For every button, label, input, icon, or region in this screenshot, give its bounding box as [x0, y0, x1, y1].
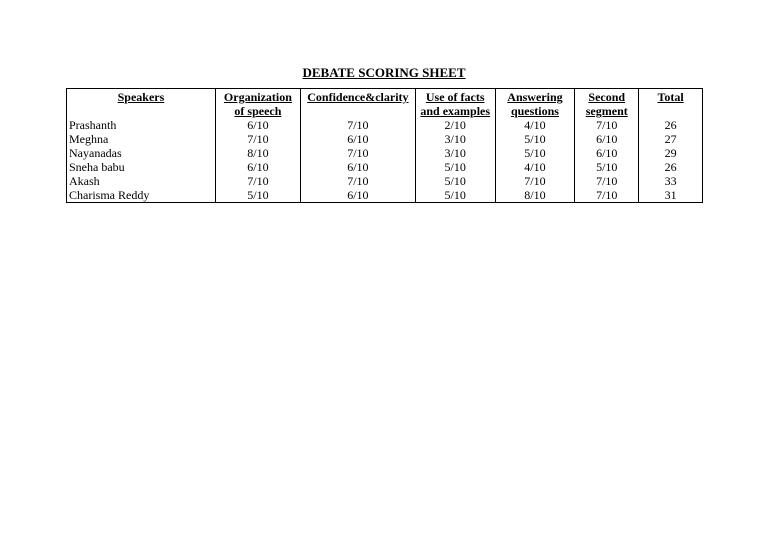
cell-total: 33 — [639, 174, 703, 188]
header-confidence: Confidence&clarity — [300, 89, 415, 119]
cell-confidence: 6/10 — [300, 160, 415, 174]
cell-second-segment: 7/10 — [575, 118, 639, 132]
cell-confidence: 7/10 — [300, 118, 415, 132]
cell-confidence: 6/10 — [300, 132, 415, 146]
cell-second-segment: 6/10 — [575, 146, 639, 160]
table-body — [67, 118, 703, 203]
cell-facts: 3/10 — [415, 132, 495, 146]
table-row — [67, 118, 703, 132]
cell-facts: 5/10 — [415, 174, 495, 188]
cell-facts: 2/10 — [415, 118, 495, 132]
cell-total: 27 — [639, 132, 703, 146]
cell-speaker: Charisma Reddy — [67, 188, 216, 203]
cell-total: 26 — [639, 160, 703, 174]
cell-facts: 3/10 — [415, 146, 495, 160]
cell-organization: 8/10 — [215, 146, 300, 160]
header-total: Total — [639, 89, 703, 119]
table-row — [67, 132, 703, 146]
cell-organization: 7/10 — [215, 132, 300, 146]
cell-total: 29 — [639, 146, 703, 160]
header-second-segment: Second segment — [575, 89, 639, 119]
table-row — [67, 174, 703, 188]
table-row — [67, 160, 703, 174]
cell-second-segment: 7/10 — [575, 174, 639, 188]
header-organization: Organization of speech — [215, 89, 300, 119]
cell-answering: 4/10 — [495, 160, 575, 174]
cell-facts: 5/10 — [415, 160, 495, 174]
cell-confidence: 7/10 — [300, 146, 415, 160]
cell-answering: 4/10 — [495, 118, 575, 132]
cell-total: 26 — [639, 118, 703, 132]
cell-answering: 5/10 — [495, 132, 575, 146]
header-speakers: Speakers — [67, 89, 216, 119]
header-answering: Answering questions — [495, 89, 575, 119]
table-header-row — [67, 89, 703, 119]
cell-answering: 7/10 — [495, 174, 575, 188]
cell-confidence: 6/10 — [300, 188, 415, 203]
cell-organization: 5/10 — [215, 188, 300, 203]
header-facts: Use of facts and examples — [415, 89, 495, 119]
cell-organization: 7/10 — [215, 174, 300, 188]
table-row — [67, 146, 703, 160]
cell-second-segment: 6/10 — [575, 132, 639, 146]
cell-speaker: Nayanadas — [67, 146, 216, 160]
cell-facts: 5/10 — [415, 188, 495, 203]
cell-speaker: Prashanth — [67, 118, 216, 132]
page-title: DEBATE SCORING SHEET — [302, 65, 466, 80]
cell-speaker: Meghna — [67, 132, 216, 146]
cell-total: 31 — [639, 188, 703, 203]
cell-answering: 5/10 — [495, 146, 575, 160]
table-row — [67, 188, 703, 203]
cell-speaker: Akash — [67, 174, 216, 188]
cell-second-segment: 5/10 — [575, 160, 639, 174]
cell-organization: 6/10 — [215, 118, 300, 132]
scoring-table — [66, 88, 703, 203]
cell-speaker: Sneha babu — [67, 160, 216, 174]
cell-organization: 6/10 — [215, 160, 300, 174]
cell-confidence: 7/10 — [300, 174, 415, 188]
cell-answering: 8/10 — [495, 188, 575, 203]
cell-second-segment: 7/10 — [575, 188, 639, 203]
